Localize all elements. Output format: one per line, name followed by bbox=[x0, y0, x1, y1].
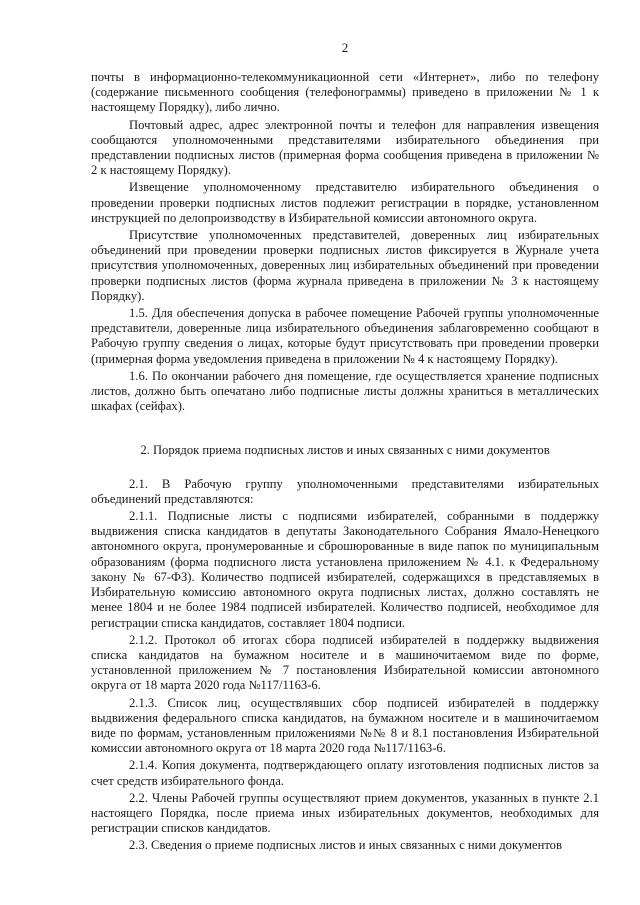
paragraph-2-1-1: 2.1.1. Подписные листы с подписями избирателей, собранными в поддержку выдвижения списка кандидатов в депутаты Законодательного Собрания Ямало-Ненецкого автономного округа, пронумерованные и сброшюрованные в виде папок по муниципальным образованиям (форма подписного листа установлена приложением № 4.1. к Федеральному закону № 67-ФЗ). Количество подписей избирателей, содержащихся в представляемых в Избирательную комиссию автономного округа подписных листах, должно составлять не менее 1804 и не более 1984 подписей избирателей. Количество подписей, необходимое для регистрации списка кандидатов, составляет 1804 подписи. bbox=[91, 509, 599, 630]
paragraph-presence-journal: Присутствие уполномоченных представителей, доверенных лиц избирательных объединений при проведении проверки подписных листов фиксируется в Журнале учета присутствия уполномоченных, доверенных лиц избирательных объединений при проведении проверки подписных листов (форма журнала приведена в приложении № 3 к настоящему Порядку). bbox=[91, 228, 599, 303]
paragraph-2-2: 2.2. Члены Рабочей группы осуществляют прием документов, указанных в пункте 2.1 настоящего Порядка, после приема иных избирательных документов, необходимых для регистрации списков кандидатов. bbox=[91, 790, 599, 836]
paragraph-address-notice: Почтовый адрес, адрес электронной почты и телефон для направления извещения сообщаются уполномоченными представителями избирательного объединения при представлении подписных листов (примерная форма сообщения приведена в приложении № 2 к настоящему Порядку). bbox=[91, 117, 599, 178]
page-number: 2 bbox=[341, 40, 349, 55]
paragraph-1-5: 1.5. Для обеспечения допуска в рабочее помещение Рабочей группы уполномоченные представители, доверенные лица избирательного объединения заблаговременно сообщают в Рабочую группу сведения о лицах, которые будут присутствовать при проведении проверки (примерная форма уведомления приведена в приложении № 4 к настоящему Порядку). bbox=[91, 306, 599, 366]
paragraph-mail-phone: почты в информационно-телекоммуникационной сети «Интернет», либо по телефону (содержание письменного сообщения (телефонограммы) приведено в приложении № 1 к настоящему Порядку), либо лично. bbox=[91, 70, 599, 115]
section-2-heading: 2. Порядок приема подписных листов и иных связанных с ними документов bbox=[140, 443, 550, 458]
paragraph-1-6: 1.6. По окончании рабочего дня помещение, где осуществляется хранение подписных листов, должно быть опечатано либо подписные листы должны храниться в металлических шкафах (сейфах). bbox=[91, 368, 599, 414]
paragraph-2-3: 2.3. Сведения о приеме подписных листов и иных связанных с ними документов bbox=[129, 838, 562, 853]
paragraph-2-1: 2.1. В Рабочую группу уполномоченными представителями избирательных объединений представляются: bbox=[91, 476, 599, 506]
paragraph-notice-registration: Извещение уполномоченному представителю избирательного объединения о проведении проверки подписных листов подлежит регистрации в порядке, установленном инструкцией по делопроизводству в Избирательной комиссии автономного округа. bbox=[91, 180, 599, 225]
paragraph-2-1-3: 2.1.3. Список лиц, осуществлявших сбор подписей избирателей в поддержку выдвижения федерального списка кандидатов, на бумажном носителе и в машиночитаемом виде по формам, установленным приложениями №№ 8 и 8.1 постановления Избирательной комиссии автономного округа от 18 марта 2020 года №117/1163-6. bbox=[91, 695, 599, 756]
paragraph-2-1-4: 2.1.4. Копия документа, подтверждающего оплату изготовления подписных листов за счет средств избирательного фонда. bbox=[91, 758, 599, 788]
paragraph-2-1-2: 2.1.2. Протокол об итогах сбора подписей избирателей в поддержку выдвижения списка кандидатов на бумажном носителе и в машиночитаемом виде по форме, установленной приложением № 7 постановления Избирательной комиссии автономного округа от 18 марта 2020 года №117/1163-6. bbox=[91, 632, 599, 693]
